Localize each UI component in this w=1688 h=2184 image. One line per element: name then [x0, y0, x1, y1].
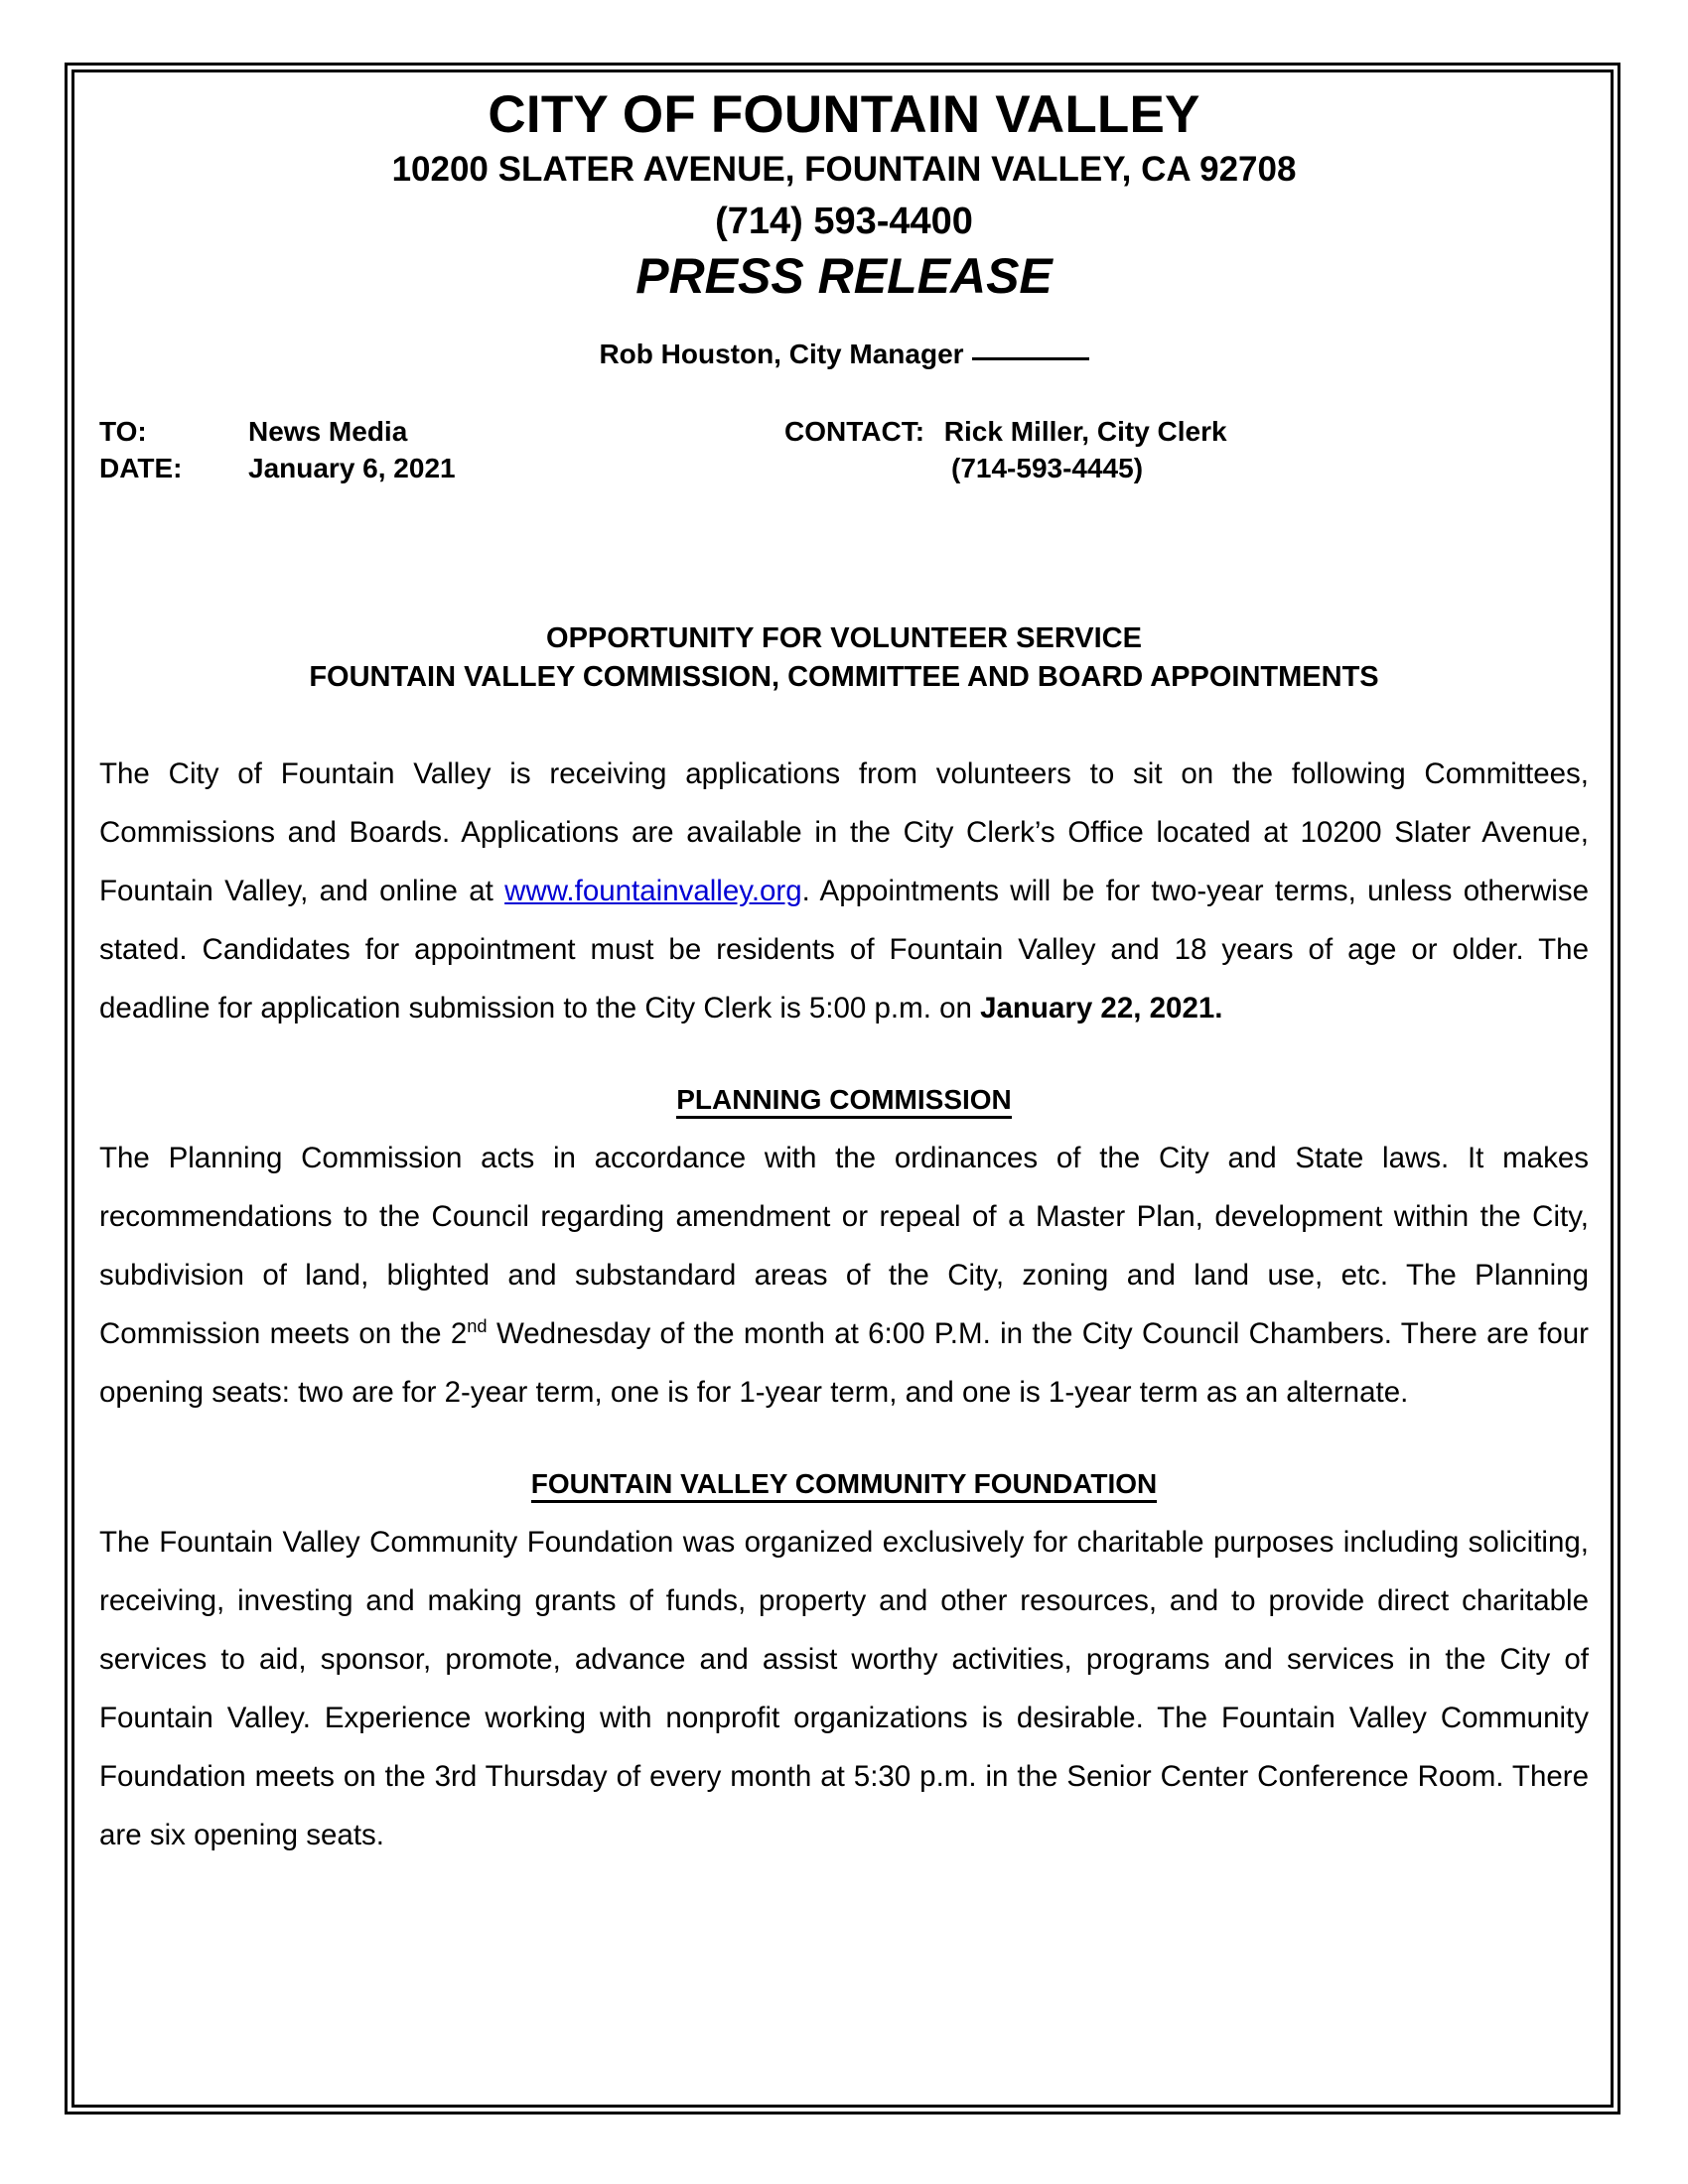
city-manager-name: Rob Houston, City Manager [599, 339, 964, 370]
section-planning-commission [99, 1083, 1589, 1422]
section-heading-text: FOUNTAIN VALLEY COMMUNITY FOUNDATION [531, 1468, 1158, 1503]
intro-paragraph-block [99, 745, 1589, 1037]
document-type-title: PRESS RELEASE [635, 248, 1053, 305]
pc-ordinal-suffix: nd [467, 1315, 488, 1337]
headline [99, 619, 1589, 697]
memo-header-right [784, 413, 1479, 486]
intro-paragraph [99, 745, 1589, 1037]
headline-line-1: OPPORTUNITY FOR VOLUNTEER SERVICE [546, 622, 1142, 655]
to-row [99, 413, 715, 450]
date-row [99, 450, 715, 486]
city-phone: (714) 593-4400 [715, 200, 973, 242]
headline-line-2: FOUNTAIN VALLEY COMMISSION, COMMITTEE AND BOARD APPOINTMENTS [309, 661, 1379, 694]
date-label: DATE: [99, 453, 183, 484]
fountainvalley-website-link[interactable]: www.fountainvalley.org [504, 875, 802, 908]
document-content [99, 79, 1589, 1864]
intro-text-part-2: . Appointments will be for two-year terms, unless otherwise stated. Candidates for appointment must be residents of Fountain Valley and 18 years of age or older. The deadline for application submission to the City Clerk is 5:00 p.m. on [99, 875, 1589, 1025]
to-label: TO: [99, 416, 147, 448]
cf-text-part-1: The Fountain Valley Community Foundation was organized exclusively for charitable purposes including soliciting, receiving, investing and making grants of funds, property and other resources, and to provide direct charitable services to aid, sponsor, promote, advance and assist worthy activities, programs and services in the City of Fountain Valley. Experience working with nonprofit organizations is desirable. The Fountain Valley Community Foundation meets on the 3rd Thursday of every month at 5:30 p.m. in the Senior Center Conference Room. There are six opening seats. [99, 1525, 1589, 1851]
section-body-planning-commission [99, 1129, 1589, 1422]
intro-text-part-1: The City of Fountain Valley is receiving applications from volunteers to sit on the following Committees, Commissions and Boards. Applications are available in the City Clerk’s Office located at 10200 Slater Avenue, Fountain Valley, and online at [99, 757, 1589, 908]
date-value: January 6, 2021 [248, 453, 456, 484]
section-heading-planning-commission [99, 1083, 1589, 1117]
contact-row [784, 413, 1479, 450]
section-body-community-foundation [99, 1513, 1589, 1864]
pc-text-part-2: Wednesday of the month at 6:00 P.M. in the City Council Chambers. There are four opening seats: two are for 2-year term, one is for 1-year term, and one is 1-year term as an alternate. [99, 1316, 1590, 1409]
contact-label: CONTACT: [784, 416, 925, 448]
section-heading-text: PLANNING COMMISSION [676, 1084, 1012, 1119]
section-community-foundation [99, 1467, 1589, 1864]
contact-phone: (714-593-4445) [951, 453, 1144, 484]
section-heading-community-foundation [99, 1467, 1589, 1501]
signature-rule [972, 357, 1089, 360]
contact-value: Rick Miller, City Clerk [943, 416, 1227, 448]
city-manager-line [99, 338, 1589, 371]
to-value: News Media [248, 416, 408, 448]
memo-header-left [99, 413, 715, 486]
letterhead [99, 79, 1589, 371]
city-title: CITY OF FOUNTAIN VALLEY [488, 85, 1200, 144]
application-deadline: January 22, 2021. [980, 992, 1223, 1025]
memo-header [99, 413, 1589, 498]
pc-text-part-1: The Planning Commission acts in accordance with the ordinances of the City and State laws. It makes recommendations to the Council regarding amendment or repeal of a Master Plan, development within the City, subdivision of land, blighted and substandard areas of the City, zoning and land use, etc. The Planning Commission meets on the 2 [99, 1141, 1589, 1350]
city-address: 10200 SLATER AVENUE, FOUNTAIN VALLEY, CA 92708 [391, 150, 1297, 190]
